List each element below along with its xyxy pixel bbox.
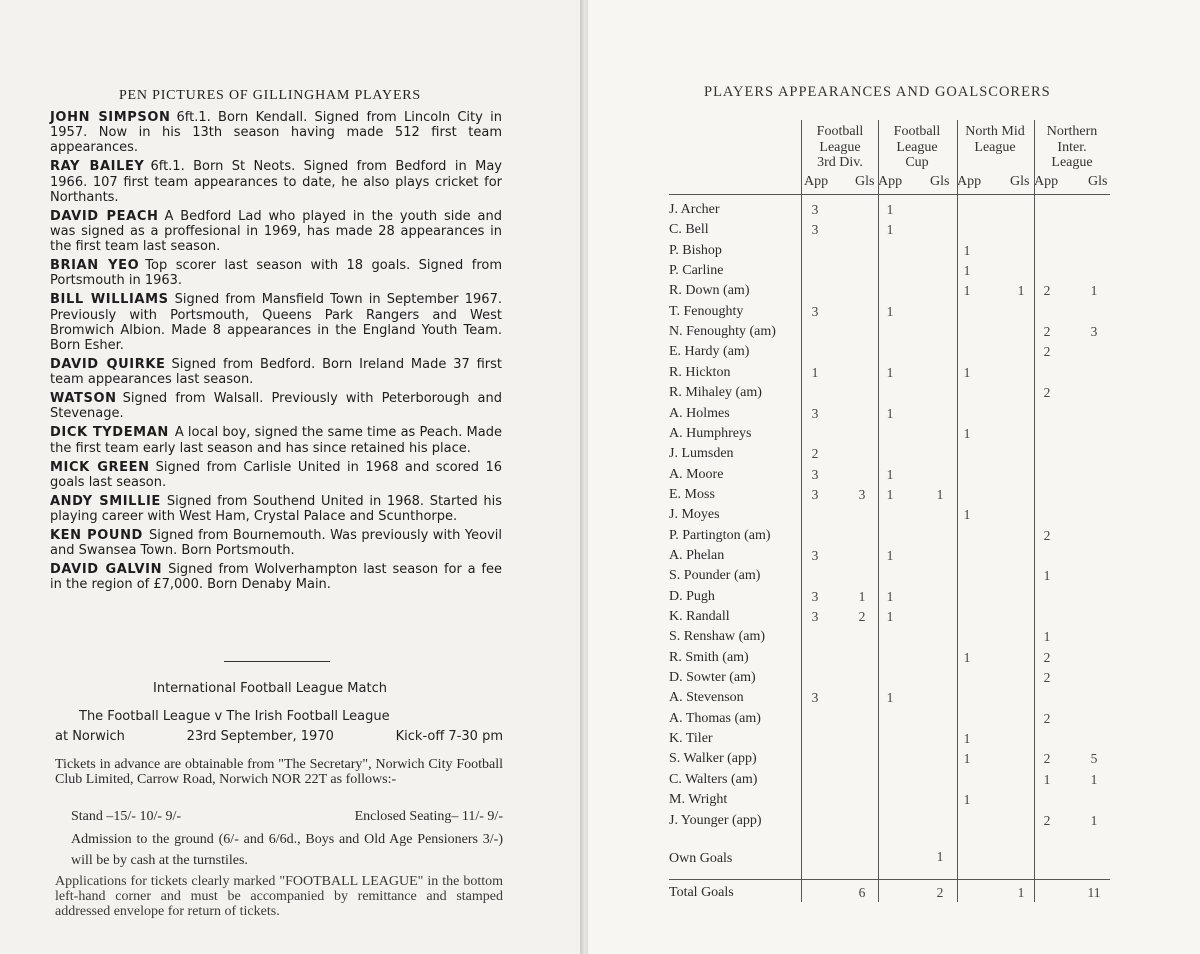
player-row-name: K. Randall [669,609,730,624]
stat-cell: 1 [963,242,971,258]
player-name: WATSON [50,391,117,407]
stat-cell: 1 [886,303,894,319]
stat-cell: 2 [858,609,866,624]
player-name: RAY BAILEY [50,159,145,175]
stat-cell: 1 [963,425,971,441]
player-row-name: D. Sowter (am) [669,670,756,686]
player-name: BILL WILLIAMS [50,292,169,308]
player-pen-picture [50,528,502,558]
stat-cell: 3 [811,690,819,706]
player-name: JOHN SIMPSON [50,110,171,125]
column-divider [1034,120,1035,902]
total-goals-cell: 2 [936,885,944,900]
left-page [0,0,582,954]
player-row-name: E. Hardy (am) [669,344,750,360]
stat-cell: 3 [1090,324,1098,340]
stat-cell: 1 [1090,812,1098,828]
player-row-name: C. Walters (am) [669,771,758,787]
player-row-name: A. Thomas (am) [669,710,761,726]
stand-price: Stand –15/- 10/- 9/- [71,809,182,824]
stat-cell: 1 [963,792,971,808]
player-row-name: J. Younger (app) [669,812,762,828]
admission-info: Admission to the ground (6/- and 6/6d., Boys and Old Age Pensioners 3/-) will be by cash at the turnstiles. [71,832,503,868]
gls-subheader: Gls [855,174,875,189]
stat-cell: 3 [811,609,819,624]
player-bio: A Bedford Lad who played in the youth side and was signed as a proffesional in 1969, has made 28 appearances in the first team last season. [50,208,502,255]
seating-price: Enclosed Seating– 11/- 9/- [354,809,503,824]
stat-cell: 3 [811,588,819,604]
player-row-name: N. Fenoughty (am) [669,324,776,340]
player-row-name: S. Renshaw (am) [669,629,766,645]
stat-cell: 2 [1043,283,1051,299]
player-pen-picture [50,494,502,524]
competition-header-line: League [1051,155,1093,170]
player-pen-picture [50,425,502,455]
stat-cell: 1 [886,588,894,604]
pen-pictures-list [50,110,502,596]
stat-cell: 3 [811,222,819,238]
competition-header-line: League [819,139,861,155]
competition-header-line: 3rd Div. [817,155,863,170]
own-goals-label: Own Goals [669,851,733,866]
stat-cell: 1 [963,283,971,299]
ticket-info: Tickets in advance are obtainable from "The Secretary", Norwich City Football Club Limited, Carrow Road, Norwich NOR 22T as follows:- [55,757,503,787]
player-row-name: R. Mihaley (am) [669,385,762,401]
stat-cell: 1 [963,649,971,665]
stat-cell: 1 [886,222,894,238]
player-row-name: A. Phelan [669,547,725,563]
player-bio: Signed from Bedford. Born Ireland Made 37 first team appearances last season. [50,357,502,388]
stat-cell: 1 [963,751,971,767]
player-pen-picture [50,258,502,288]
player-bio: 6ft.1. Born St Neots. Signed from Bedford in May 1966. 107 first team appearances to date, he also plays cricket for Northants. [50,159,503,205]
app-subheader: App [804,174,829,189]
player-name: KEN POUND [50,528,143,544]
competition-header-line: North Mid [965,124,1025,139]
player-name: DAVID QUIRKE [50,357,166,373]
stat-cell: 1 [886,609,894,624]
player-bio: Signed from Southend United in 1968. Started his playing career with West Ham, Crystal Palace and Scunthorpe. [50,493,502,525]
competition-header-line: Football [816,124,864,139]
section-divider [224,661,330,662]
stat-cell: 5 [1090,751,1098,767]
app-subheader: App [957,174,982,189]
player-name: MICK GREEN [50,459,150,475]
player-bio: Signed from Mansfield Town in September 1967. Previously with Portsmouth, Queens Park Rangers and West Bromwich Albion. Made 8 appearances in the England Youth Team. Born Esher. [50,292,502,354]
player-row-name: R. Smith (am) [669,649,749,665]
total-goals-cell: 6 [858,885,866,900]
competition-header-line: Northern [1046,124,1098,139]
stat-cell: 2 [1043,344,1051,360]
player-pen-picture [50,159,502,205]
player-row-name: R. Down (am) [669,283,750,299]
stat-cell: 1 [963,507,971,523]
player-row-name: K. Tiler [669,731,713,747]
stat-cell: 1 [1017,283,1025,299]
stat-cell: 2 [1043,751,1051,767]
match-venue: at Norwich [55,729,125,744]
stat-cell: 1 [963,263,971,279]
stat-cell: 1 [963,364,971,380]
stat-cell: 1 [858,588,866,604]
own-goals-cell: 1 [936,849,944,864]
player-bio: Top scorer last season with 18 goals. Signed from Portsmouth in 1963. [50,258,503,289]
player-row-name: J. Lumsden [669,446,734,462]
player-name: DAVID PEACH [50,208,159,224]
total-goals-label: Total Goals [669,885,734,900]
player-bio: Signed from Walsall. Previously with Peterborough and Stevenage. [50,391,502,422]
competition-header-line: Football [893,124,941,139]
player-row-name: A. Moore [669,466,724,482]
stat-cell: 1 [886,547,894,563]
column-divider [878,120,879,902]
stat-cell: 2 [1043,812,1051,828]
stat-cell: 2 [1043,324,1051,340]
player-name: DAVID GALVIN [50,562,163,578]
stat-cell: 1 [886,486,894,502]
stat-cell: 1 [1090,283,1098,299]
total-rule [669,879,1110,880]
player-pen-picture [50,460,502,490]
player-row-name: D. Pugh [669,588,715,604]
stat-cell: 1 [1043,568,1051,584]
player-pen-picture [50,562,502,592]
player-row-name: J. Archer [669,202,720,217]
stat-cell: 2 [1043,527,1051,543]
stat-cell: 1 [936,486,944,502]
player-pen-picture [50,391,502,421]
stat-cell: 3 [811,303,819,319]
stat-cell: 1 [811,364,819,380]
player-row-name: E. Moss [669,486,715,502]
match-date: 23rd September, 1970 [186,729,334,744]
app-subheader: App [878,174,903,189]
gls-subheader: Gls [930,174,950,189]
gls-subheader: Gls [1010,174,1030,189]
stat-cell: 1 [886,364,894,380]
gls-subheader: Gls [1088,174,1108,189]
player-row-name: M. Wright [669,792,728,808]
stat-cell: 2 [811,446,819,462]
player-row-name: P. Carline [669,263,724,279]
stat-cell: 1 [1090,771,1098,787]
player-pen-picture [50,292,502,353]
header-rule [669,194,1110,195]
player-pen-picture [50,209,502,255]
player-pen-picture [50,110,502,156]
stat-cell: 1 [886,202,894,217]
player-row-name: T. Fenoughty [669,303,744,319]
player-row-name: A. Holmes [669,405,730,421]
stat-cell: 3 [858,486,866,502]
stat-cell: 3 [811,547,819,563]
app-subheader: App [1034,174,1059,189]
stat-cell: 3 [811,486,819,502]
player-name: DICK TYDEMAN [50,425,169,441]
total-goals-cell: 1 [1017,885,1025,900]
match-title: International Football League Match [153,681,387,696]
player-row-name: S. Pounder (am) [669,568,761,584]
ticket-prices [71,809,503,825]
stat-cell: 1 [886,405,894,421]
stat-cell: 3 [811,405,819,421]
player-row-name: P. Partington (am) [669,527,771,543]
player-row-name: A. Humphreys [669,425,752,441]
stat-cell: 1 [1043,771,1051,787]
player-bio: A local boy, signed the same time as Peach. Made the first team early last season and has since retained his place. [50,425,502,456]
stat-cell: 3 [811,202,819,217]
player-bio: 6ft.1. Born Kendall. Signed from Lincoln City in 1957. Now in his 13th season having made 512 first team appearances. [50,110,502,156]
stat-cell: 1 [1043,629,1051,645]
stat-cell: 2 [1043,649,1051,665]
player-bio: Signed from Bournemouth. Was previously with Yeovil and Swansea Town. Born Portsmouth. [50,528,502,559]
player-pen-picture [50,357,502,387]
player-row-name: C. Bell [669,222,709,238]
stat-cell: 1 [886,466,894,482]
stat-cell: 1 [886,690,894,706]
player-name: ANDY SMILLIE [50,493,161,509]
stat-cell: 3 [811,466,819,482]
match-fixture: The Football League v The Irish Football League [79,709,390,724]
player-row-name: J. Moyes [669,507,720,523]
applications-info: Applications for tickets clearly marked "FOOTBALL LEAGUE" in the bottom left-hand corner and must be accompanied by remittance and stamped addressed envelope for return of tickets. [55,874,503,919]
player-row-name: R. Hickton [669,364,731,380]
competition-header-line: Inter. [1057,139,1087,155]
stat-cell: 2 [1043,710,1051,726]
player-name: BRIAN YEO [50,258,140,274]
player-bio: Signed from Wolverhampton last season for a fee in the region of £7,000. Born Denaby Main. [50,562,502,593]
player-row-name: P. Bishop [669,242,722,258]
player-row-name: S. Walker (app) [669,751,757,767]
competition-header-line: League [974,139,1016,155]
match-kickoff: Kick-off 7-30 pm [395,729,503,744]
pen-pictures-title: PEN PICTURES OF GILLINGHAM PLAYERS [118,88,422,103]
appearances-title: PLAYERS APPEARANCES AND GOALSCORERS [704,84,1051,100]
competition-header-line: Cup [905,155,929,170]
player-bio: Signed from Carlisle United in 1968 and scored 16 goals last season. [50,459,502,490]
player-row-name: A. Stevenson [669,690,744,706]
total-goals-cell: 11 [1087,885,1101,900]
stat-cell: 2 [1043,670,1051,686]
stat-cell: 2 [1043,385,1051,401]
stat-cell: 1 [963,731,971,747]
competition-header-line: League [896,139,938,155]
match-details [55,729,503,744]
